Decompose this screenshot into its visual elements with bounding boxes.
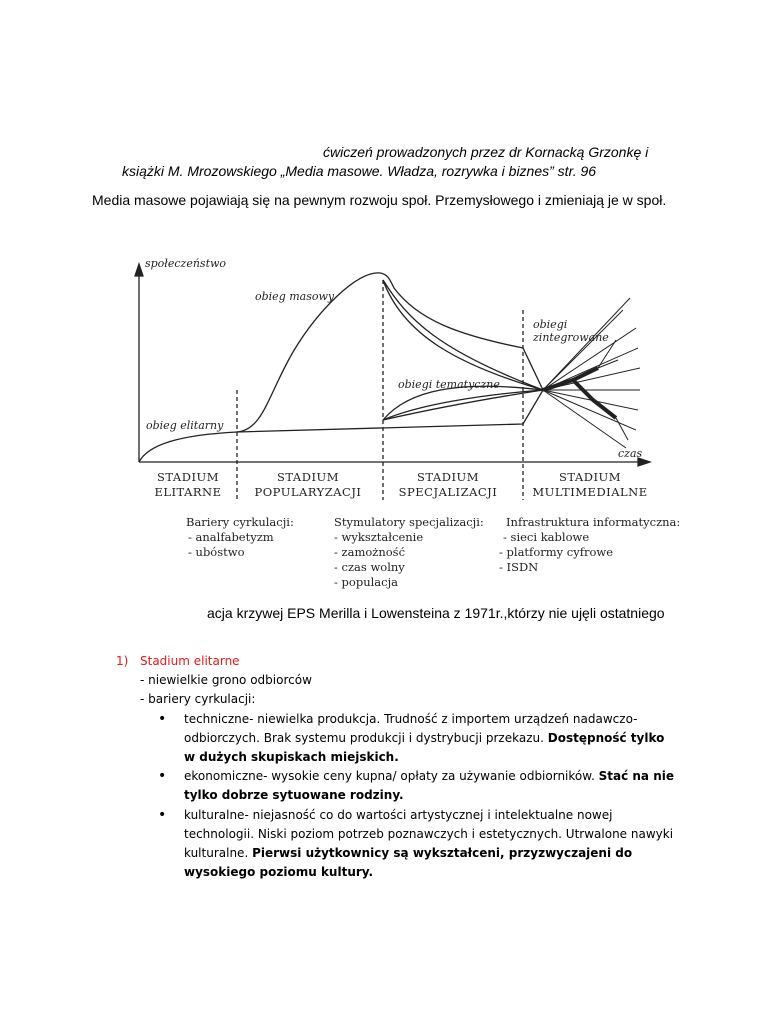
stage-3-line1: STADIUM: [417, 470, 479, 484]
barriers-item-1: - analfabetyzm: [188, 530, 274, 544]
barriers-title: Bariery cyrkulacji:: [186, 515, 294, 529]
thematic-curve-2: [383, 390, 543, 420]
stage-1-line2: ELITARNE: [154, 485, 222, 499]
stimulators-item-1: - wykształcenie: [334, 530, 424, 544]
infrastructure-item-1: - sieci kablowe: [503, 530, 590, 544]
elite-curve-label: obieg elitarny: [146, 419, 224, 432]
mass-curve-label: obieg masowy: [255, 290, 335, 303]
stage-4-line1: STADIUM: [559, 470, 621, 484]
stage-1-line1: STADIUM: [157, 470, 219, 484]
x-axis-label: czas: [618, 447, 643, 460]
stage-2-line1: STADIUM: [277, 470, 339, 484]
stimulators-item-3: - czas wolny: [334, 560, 405, 574]
infrastructure-title: Infrastruktura informatyczna:: [506, 515, 681, 529]
list-item: • kulturalne- niejasność co do wartości artystycznej i intelektualne nowej technologii. Niski poziom potrzeb poznawczych i estetycznych. Utrwalone nawyki kulturalne. Pierwsi użytkownicy są wykształceni, przyzwyczajeni do wysokiego poziomu kultury.: [184, 806, 678, 883]
infrastructure-item-2: - platformy cyfrowe: [499, 545, 614, 559]
section-heading: [118, 652, 678, 671]
stage-4-line2: MULTIMEDIALNE: [532, 485, 648, 499]
y-axis-label: społeczeństwo: [145, 257, 227, 270]
stimulators-item-2: - zamożność: [334, 545, 406, 559]
section-content: [118, 652, 678, 882]
intro-paragraph: Media masowe pojawiają się na pewnym rozwoju społ. Przemysłowego i zmieniają je w społ.: [92, 192, 667, 208]
diagram-caption: acja krzywej EPS Merilla i Lowensteina z 1971r.,którzy nie ujęli ostatniego: [207, 605, 665, 621]
list-item: • ekonomiczne- wysokie ceny kupna/ opłaty za używanie odbiorników. Stać na nie tylko dobrze sytuowane rodziny.: [184, 767, 678, 805]
section-number: 1): [116, 654, 129, 668]
mass-decline-2: [383, 280, 543, 390]
integrated-curve-label-2: zintegrowane: [533, 331, 609, 344]
thematic-curve-label: obiegi tematyczne: [398, 378, 500, 391]
list-item: • techniczne- niewielka produkcja. Trudność z importem urządzeń nadawczo-odbiorczych. Brak systemu produkcji i dystrybucji przekazu. Dostępność tylko w dużych skupiskach miejskich.: [184, 710, 678, 768]
infrastructure-item-3: - ISDN: [499, 560, 539, 574]
stage-2-line2: POPULARYZACJI: [254, 485, 362, 499]
barriers-item-2: - ubóstwo: [188, 545, 245, 559]
header-book-line: książki M. Mrozowskiego „Media masowe. Władza, rozrywka i biznes” str. 96: [122, 163, 597, 179]
thematic-curve-3: [383, 390, 543, 420]
stimulators-item-4: - populacja: [334, 575, 398, 589]
barrier-list: [118, 710, 678, 883]
stimulators-title: Stymulatory specjalizacji:: [334, 515, 484, 529]
integrated-curve-label-1: obiegi: [533, 318, 568, 331]
y-axis-arrow: [135, 264, 143, 276]
section-title: Stadium elitarne: [140, 654, 240, 668]
section-line-barriers: - bariery cyrkulacji:: [140, 692, 256, 707]
header-course-line: ćwiczeń prowadzonych przez dr Kornacką Grzonkę i: [323, 144, 649, 160]
eps-curve-diagram: [118, 240, 681, 592]
section-line-audience: - niewielkie grono odbiorców: [140, 673, 312, 688]
mass-decline-1: [383, 280, 543, 390]
stage-3-line2: SPECJALIZACJI: [398, 485, 498, 499]
